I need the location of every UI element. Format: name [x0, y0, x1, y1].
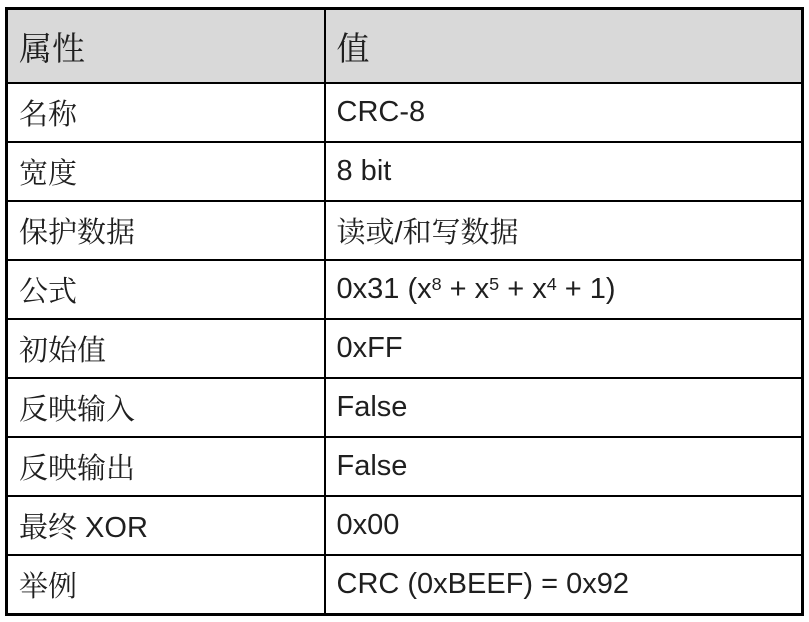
column-header-attribute: 属性 — [7, 9, 325, 84]
cell-attribute: 反映输出 — [7, 437, 325, 496]
cell-attribute: 最终 XOR — [7, 496, 325, 555]
row-example — [7, 555, 803, 615]
cell-value: CRC (0xBEEF) = 0x92 — [325, 555, 803, 615]
cell-attribute: 宽度 — [7, 142, 325, 201]
row-name — [7, 83, 803, 142]
cell-attribute: 初始值 — [7, 319, 325, 378]
table-header-row — [7, 9, 803, 84]
cell-value: 读或/和写数据 — [325, 201, 803, 260]
cell-attribute: 名称 — [7, 83, 325, 142]
row-width — [7, 142, 803, 201]
cell-attribute: 保护数据 — [7, 201, 325, 260]
cell-value: 0x00 — [325, 496, 803, 555]
cell-value: 8 bit — [325, 142, 803, 201]
row-reflect-output — [7, 437, 803, 496]
cell-attribute: 举例 — [7, 555, 325, 615]
cell-value: 0xFF — [325, 319, 803, 378]
cell-value: CRC-8 — [325, 83, 803, 142]
column-header-value: 值 — [325, 9, 803, 84]
row-protected-data — [7, 201, 803, 260]
cell-value: False — [325, 437, 803, 496]
cell-attribute: 反映输入 — [7, 378, 325, 437]
cell-attribute: 公式 — [7, 260, 325, 319]
cell-value: 0x31 $(x^8 + x^5 + x^4 + 1)$ — [325, 260, 803, 319]
crc8-properties-table — [5, 7, 804, 616]
row-final-xor — [7, 496, 803, 555]
row-reflect-input — [7, 378, 803, 437]
row-formula — [7, 260, 803, 319]
row-initial-value — [7, 319, 803, 378]
cell-value: False — [325, 378, 803, 437]
